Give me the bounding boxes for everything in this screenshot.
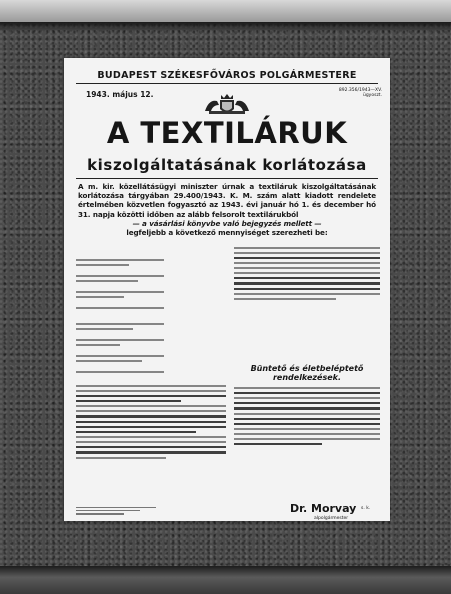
- intro-end-line: legfeljebb a következő mennyiséget szerezheti be:: [126, 228, 328, 238]
- table-row: [76, 270, 226, 286]
- table-row: [76, 334, 226, 350]
- poster-title: A TEXTILÁRUK: [106, 116, 348, 150]
- printer-imprint: [76, 505, 156, 517]
- signature: Dr. Morvay: [290, 502, 357, 515]
- public-notice-poster: [64, 58, 390, 521]
- table-row: [76, 254, 226, 270]
- bottom-ledge: [0, 566, 451, 594]
- signature-role: alpolgármester: [314, 516, 349, 521]
- intro-text: A m. kir. közellátásügyi miniszter úrnak a textiláruk kiszolgáltatásának korlátozása tárgyában 29.400/1943. K. M. szám alatt kiadott rendelete értelmében közvetlen fogyasztó az 1943. évi január hó 1. és december hó 31. napja közötti időben az alább felsorolt textilárukból: [78, 182, 376, 219]
- table-row: [76, 318, 226, 334]
- reference-number: 892.356/1943—XV. ügyoszt.: [338, 88, 382, 98]
- penal-provisions-title: Büntető és életbeléptető rendelkezések.: [250, 364, 364, 382]
- table-row: [76, 350, 226, 366]
- top-ledge: [0, 0, 451, 22]
- table-row: [76, 286, 226, 302]
- ledge-shadow: [0, 22, 451, 32]
- header-rule: [76, 83, 378, 84]
- left-fine-print: [76, 382, 226, 462]
- poster-date: 1943. május 12.: [86, 90, 154, 99]
- poster-subtitle: kiszolgáltatásának korlátozása: [87, 156, 367, 174]
- intro-paragraph: [78, 182, 376, 237]
- quantity-rows: [76, 254, 226, 382]
- intro-italic-line: — a vásárlási könyvbe való bejegyzés mellett —: [132, 218, 322, 228]
- coat-of-arms-icon: [203, 91, 251, 117]
- signature-suffix: s. k.: [361, 506, 371, 511]
- poster-header: BUDAPEST SZÉKESFŐVÁROS POLGÁRMESTERE: [97, 70, 357, 81]
- table-row: [76, 302, 226, 318]
- subtitle-rule: [76, 178, 378, 179]
- table-row: [76, 366, 226, 382]
- quantity-table: [76, 242, 226, 467]
